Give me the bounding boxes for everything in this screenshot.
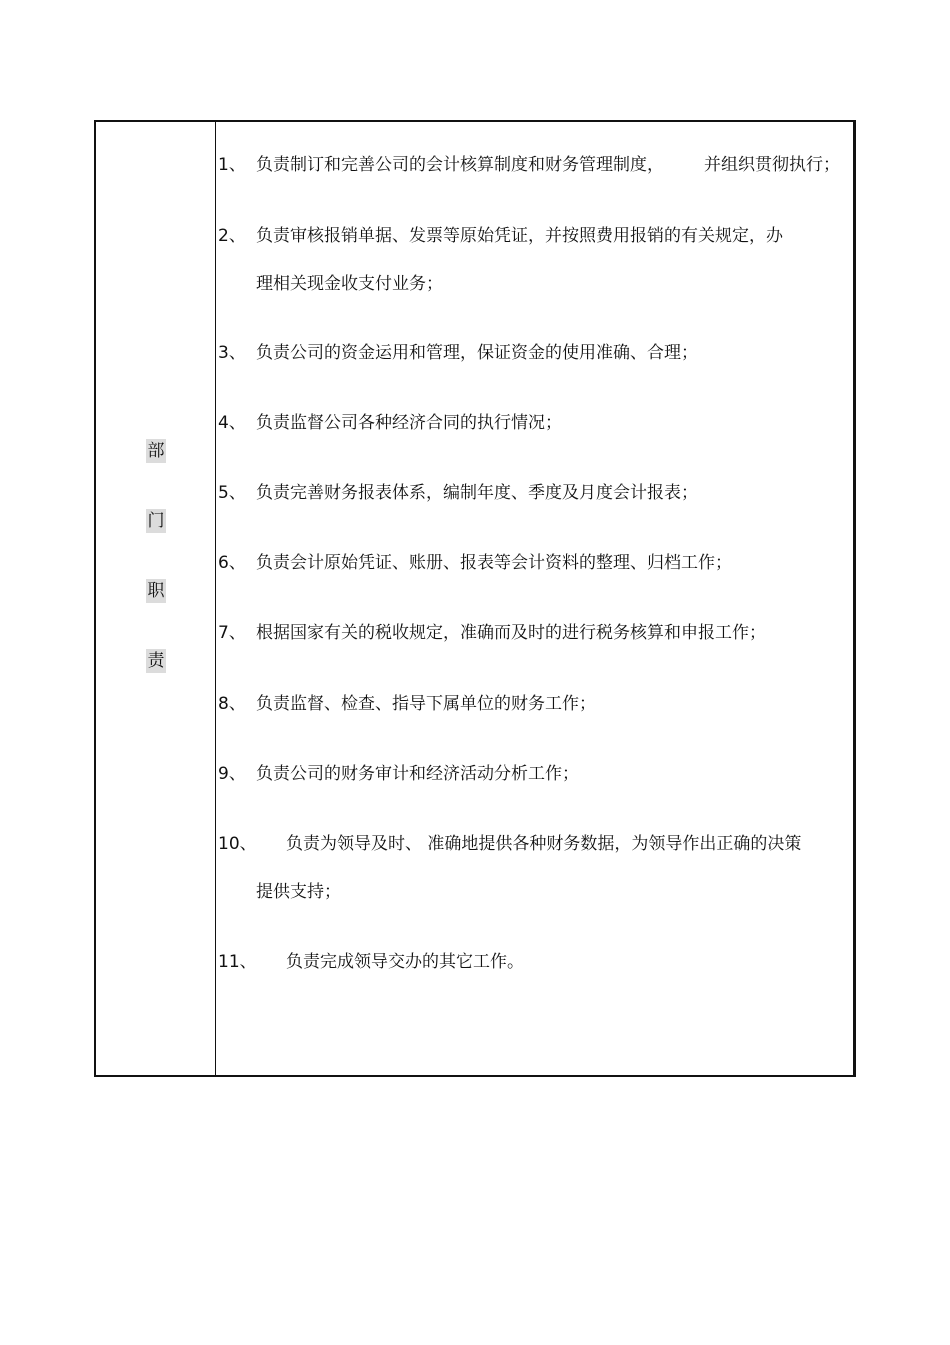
duty-text-continued: 并组织贯彻执行；: [704, 155, 840, 175]
section-label-char: 部: [147, 441, 165, 461]
duty-number: 6、: [218, 553, 246, 573]
duty-item: [218, 831, 801, 857]
duty-number: 8、: [218, 694, 246, 714]
duty-text: 根据国家有关的税收规定，准确而及时的进行税务核算和申报工作；: [256, 623, 766, 643]
duty-item: [218, 761, 579, 787]
duty-number: 9、: [218, 764, 246, 784]
section-label-char: 职: [147, 581, 165, 601]
duty-item: [218, 691, 596, 717]
duty-text: 负责监督、检查、指导下属单位的财务工作；: [256, 694, 596, 714]
duty-item: [218, 620, 766, 646]
duty-text: 负责为领导及时、 准确地提供各种财务数据，为领导作出正确的决策: [286, 834, 802, 854]
duty-text: 负责公司的资金运用和管理，保证资金的使用准确、合理；: [256, 343, 698, 363]
duty-number: 3、: [218, 343, 246, 363]
duty-item: [218, 949, 524, 975]
duty-text: 负责审核报销单据、发票等原始凭证，并按照费用报销的有关规定，办: [256, 226, 783, 246]
duty-item: [218, 152, 840, 178]
duty-item: [218, 223, 783, 249]
duty-item: [218, 550, 732, 576]
duty-number: 10、: [218, 834, 257, 854]
duty-item: [218, 340, 698, 366]
duty-text: 负责公司的财务审计和经济活动分析工作；: [256, 764, 579, 784]
duty-number: 5、: [218, 483, 246, 503]
duty-number: 2、: [218, 226, 246, 246]
duty-text: 负责制订和完善公司的会计核算制度和财务管理制度，: [256, 155, 664, 175]
duty-text-wrap: 提供支持；: [256, 882, 341, 902]
section-label-char: 门: [147, 511, 165, 531]
department-duties-table: [94, 120, 856, 1077]
duty-number: 1、: [218, 155, 246, 175]
section-label-char: 责: [147, 651, 165, 671]
duty-text: 负责完善财务报表体系，编制年度、季度及月度会计报表；: [256, 483, 698, 503]
duty-number: 11、: [218, 952, 257, 972]
section-label-cell: [96, 122, 216, 1075]
duty-number: 7、: [218, 623, 246, 643]
duty-text-wrap: 理相关现金收支付业务；: [256, 274, 443, 294]
duty-number: 4、: [218, 413, 246, 433]
duty-text: 负责会计原始凭证、账册、报表等会计资料的整理、归档工作；: [256, 553, 732, 573]
duty-text: 负责完成领导交办的其它工作。: [286, 952, 524, 972]
duty-item: [218, 410, 562, 436]
duty-text: 负责监督公司各种经济合同的执行情况；: [256, 413, 562, 433]
duties-content-cell: [216, 122, 853, 1075]
duty-item: [218, 480, 698, 506]
